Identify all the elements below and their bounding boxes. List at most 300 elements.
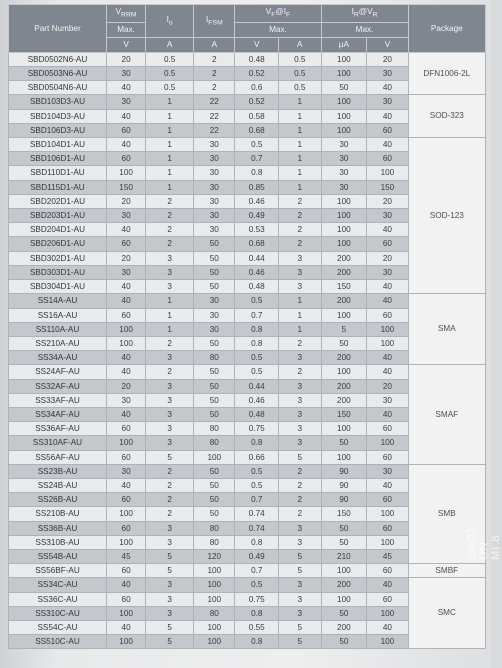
cell-vrrm: 60 <box>107 308 146 322</box>
table-body <box>9 52 486 649</box>
cell-io: 1 <box>146 123 194 137</box>
cell-vr: 60 <box>367 308 408 322</box>
cell-pn: SBD303D1-AU <box>9 265 107 279</box>
cell-io: 3 <box>146 436 194 450</box>
ir-at-subscript: R <box>372 11 378 19</box>
cell-vf: 0.74 <box>235 521 279 535</box>
cell-ir: 50 <box>321 635 367 649</box>
cell-ir: 100 <box>321 237 367 251</box>
cell-vf: 0.44 <box>235 379 279 393</box>
cell-vf: 0.7 <box>235 308 279 322</box>
cell-if: 2 <box>279 237 321 251</box>
cell-io: 5 <box>146 635 194 649</box>
cell-if: 1 <box>279 166 321 180</box>
cell-io: 2 <box>146 237 194 251</box>
cell-package: SMAF <box>408 365 485 464</box>
cell-ifsm: 120 <box>194 549 235 563</box>
cell-io: 2 <box>146 493 194 507</box>
header-vrrm-max: Max. <box>107 22 146 37</box>
cell-if: 3 <box>279 535 321 549</box>
cell-pn: SS34AF-AU <box>9 407 107 421</box>
cell-ifsm: 50 <box>194 237 235 251</box>
cell-ir: 200 <box>321 379 367 393</box>
cell-vf: 0.44 <box>235 251 279 265</box>
table-row <box>9 464 486 478</box>
cell-ir: 210 <box>321 549 367 563</box>
cell-vrrm: 40 <box>107 294 146 308</box>
cell-vr: 60 <box>367 450 408 464</box>
cell-if: 5 <box>279 564 321 578</box>
cell-vrrm: 60 <box>107 521 146 535</box>
cell-ifsm: 50 <box>194 407 235 421</box>
cell-pn: SS23B-AU <box>9 464 107 478</box>
cell-ifsm: 80 <box>194 606 235 620</box>
cell-package: SMC <box>408 578 485 649</box>
cell-vf: 0.66 <box>235 450 279 464</box>
cell-vrrm: 60 <box>107 450 146 464</box>
cell-pn: SBD302D1-AU <box>9 251 107 265</box>
cell-vf: 0.5 <box>235 351 279 365</box>
cell-if: 3 <box>279 422 321 436</box>
cell-pn: SBD104D3-AU <box>9 109 107 123</box>
cell-io: 3 <box>146 351 194 365</box>
cell-vrrm: 40 <box>107 620 146 634</box>
cell-if: 3 <box>279 351 321 365</box>
cell-io: 2 <box>146 194 194 208</box>
cell-vr: 20 <box>367 251 408 265</box>
ifsm-subscript: FSM <box>208 19 223 27</box>
table-row <box>9 138 486 152</box>
cell-vrrm: 40 <box>107 351 146 365</box>
cell-vf: 0.5 <box>235 365 279 379</box>
cell-ir: 5 <box>321 322 367 336</box>
cell-vr: 40 <box>367 578 408 592</box>
diode-spec-table <box>8 4 486 649</box>
cell-vrrm: 40 <box>107 407 146 421</box>
cell-ifsm: 2 <box>194 67 235 81</box>
cell-io: 1 <box>146 152 194 166</box>
cell-vr: 100 <box>367 507 408 521</box>
cell-ir: 200 <box>321 351 367 365</box>
cell-vr: 100 <box>367 166 408 180</box>
cell-if: 5 <box>279 549 321 563</box>
cell-pn: SBD204D1-AU <box>9 223 107 237</box>
cell-vf: 0.5 <box>235 478 279 492</box>
cell-ir: 100 <box>321 95 367 109</box>
cell-vrrm: 100 <box>107 535 146 549</box>
cell-vr: 150 <box>367 180 408 194</box>
cell-ir: 100 <box>321 365 367 379</box>
cell-ifsm: 50 <box>194 280 235 294</box>
cell-pn: SBD104D1-AU <box>9 138 107 152</box>
cell-ir: 30 <box>321 180 367 194</box>
cell-vf: 0.48 <box>235 280 279 294</box>
cell-vf: 0.8 <box>235 322 279 336</box>
cell-vr: 100 <box>367 336 408 350</box>
cell-vf: 0.5 <box>235 578 279 592</box>
cell-pn: SBD203D1-AU <box>9 209 107 223</box>
cell-if: 0.5 <box>279 81 321 95</box>
cell-vf: 0.5 <box>235 294 279 308</box>
cell-vr: 60 <box>367 564 408 578</box>
cell-ifsm: 100 <box>194 578 235 592</box>
cell-ifsm: 50 <box>194 507 235 521</box>
cell-vrrm: 30 <box>107 95 146 109</box>
cell-io: 3 <box>146 379 194 393</box>
cell-ifsm: 100 <box>194 620 235 634</box>
cell-ir: 100 <box>321 52 367 66</box>
cell-ir: 150 <box>321 507 367 521</box>
cell-ifsm: 22 <box>194 95 235 109</box>
cell-ifsm: 80 <box>194 436 235 450</box>
cell-vr: 60 <box>367 237 408 251</box>
cell-ir: 30 <box>321 166 367 180</box>
vf-at-subscript: F <box>286 11 291 19</box>
cell-pn: SS210B-AU <box>9 507 107 521</box>
cell-package: SMB <box>408 464 485 563</box>
cell-if: 2 <box>279 493 321 507</box>
cell-pn: SS36AF-AU <box>9 422 107 436</box>
header-part-number: Part Number <box>9 5 107 53</box>
cell-ir: 90 <box>321 478 367 492</box>
cell-pn: SS24B-AU <box>9 478 107 492</box>
cell-vrrm: 40 <box>107 365 146 379</box>
cell-vrrm: 100 <box>107 336 146 350</box>
header-ir <box>321 5 408 23</box>
cell-ifsm: 30 <box>194 223 235 237</box>
cell-vf: 0.85 <box>235 180 279 194</box>
cell-vrrm: 100 <box>107 606 146 620</box>
cell-package: SOD-123 <box>408 138 485 294</box>
cell-ir: 50 <box>321 535 367 549</box>
cell-ifsm: 50 <box>194 265 235 279</box>
cell-if: 0.5 <box>279 67 321 81</box>
cell-vrrm: 30 <box>107 67 146 81</box>
cell-pn: SBD115D1-AU <box>9 180 107 194</box>
table-row <box>9 52 486 66</box>
table-row <box>9 365 486 379</box>
cell-pn: SS14A-AU <box>9 294 107 308</box>
cell-ifsm: 30 <box>194 152 235 166</box>
cell-if: 1 <box>279 180 321 194</box>
cell-pn: SBD103D3-AU <box>9 95 107 109</box>
cell-vr: 40 <box>367 294 408 308</box>
cell-vf: 0.8 <box>235 436 279 450</box>
cell-vrrm: 100 <box>107 436 146 450</box>
cell-vf: 0.58 <box>235 109 279 123</box>
cell-if: 2 <box>279 365 321 379</box>
cell-ir: 100 <box>321 123 367 137</box>
cell-if: 3 <box>279 521 321 535</box>
cell-vr: 45 <box>367 549 408 563</box>
cell-vr: 60 <box>367 493 408 507</box>
cell-vrrm: 100 <box>107 507 146 521</box>
cell-vf: 0.8 <box>235 166 279 180</box>
ir-subscript: R <box>353 11 359 19</box>
vrrm-subscript: RRM <box>121 11 137 19</box>
cell-vrrm: 30 <box>107 464 146 478</box>
cell-package: DFN1006-2L <box>408 52 485 95</box>
cell-io: 5 <box>146 620 194 634</box>
cell-ifsm: 22 <box>194 109 235 123</box>
cell-pn: SS110A-AU <box>9 322 107 336</box>
cell-ifsm: 30 <box>194 194 235 208</box>
cell-vrrm: 40 <box>107 280 146 294</box>
cell-ir: 50 <box>321 336 367 350</box>
cell-vrrm: 40 <box>107 578 146 592</box>
cell-ifsm: 50 <box>194 336 235 350</box>
cell-pn: SBD202D1-AU <box>9 194 107 208</box>
cell-vr: 30 <box>367 265 408 279</box>
header-ifsm <box>194 5 235 38</box>
cell-vrrm: 60 <box>107 152 146 166</box>
cell-vrrm: 20 <box>107 52 146 66</box>
ifsm-symbol: I <box>205 14 209 24</box>
cell-vr: 30 <box>367 393 408 407</box>
cell-vr: 60 <box>367 592 408 606</box>
cell-io: 1 <box>146 180 194 194</box>
cell-vr: 40 <box>367 223 408 237</box>
cell-vr: 40 <box>367 478 408 492</box>
cell-if: 5 <box>279 450 321 464</box>
cell-ir: 200 <box>321 578 367 592</box>
cell-ir: 50 <box>321 436 367 450</box>
header-vrrm <box>107 5 146 23</box>
cell-if: 3 <box>279 280 321 294</box>
cell-if: 1 <box>279 294 321 308</box>
cell-if: 2 <box>279 336 321 350</box>
cell-ir: 50 <box>321 606 367 620</box>
cell-vf: 0.49 <box>235 209 279 223</box>
cell-io: 1 <box>146 109 194 123</box>
cell-if: 1 <box>279 109 321 123</box>
table-row <box>9 95 486 109</box>
cell-ifsm: 50 <box>194 478 235 492</box>
cell-io: 3 <box>146 407 194 421</box>
cell-ifsm: 80 <box>194 422 235 436</box>
cell-ifsm: 100 <box>194 635 235 649</box>
cell-vrrm: 45 <box>107 549 146 563</box>
cell-ir: 200 <box>321 393 367 407</box>
vf-symbol: V <box>265 7 272 16</box>
cell-vr: 30 <box>367 209 408 223</box>
cell-vrrm: 40 <box>107 81 146 95</box>
cell-pn: SBD304D1-AU <box>9 280 107 294</box>
cell-pn: SS33AF-AU <box>9 393 107 407</box>
cell-vr: 20 <box>367 194 408 208</box>
cell-vf: 0.75 <box>235 592 279 606</box>
cell-vr: 40 <box>367 365 408 379</box>
unit-vrrm: V <box>107 37 146 52</box>
cell-ir: 100 <box>321 564 367 578</box>
unit-if: A <box>279 37 321 52</box>
cell-pn: SS54B-AU <box>9 549 107 563</box>
cell-vr: 100 <box>367 322 408 336</box>
cell-pn: SS36C-AU <box>9 592 107 606</box>
cell-pn: SS36B-AU <box>9 521 107 535</box>
cell-vr: 40 <box>367 620 408 634</box>
cell-ir: 100 <box>321 223 367 237</box>
cell-vrrm: 40 <box>107 478 146 492</box>
cell-ir: 100 <box>321 592 367 606</box>
cell-ifsm: 2 <box>194 81 235 95</box>
cell-ifsm: 100 <box>194 564 235 578</box>
cell-if: 5 <box>279 635 321 649</box>
unit-ifsm: A <box>194 37 235 52</box>
cell-vr: 30 <box>367 67 408 81</box>
cell-if: 3 <box>279 265 321 279</box>
cell-vf: 0.48 <box>235 52 279 66</box>
cell-if: 1 <box>279 138 321 152</box>
cell-vrrm: 40 <box>107 223 146 237</box>
cell-if: 1 <box>279 123 321 137</box>
header-row-symbols <box>9 5 486 23</box>
cell-ifsm: 50 <box>194 365 235 379</box>
cell-vf: 0.46 <box>235 194 279 208</box>
cell-vr: 60 <box>367 123 408 137</box>
cell-io: 2 <box>146 507 194 521</box>
table-row <box>9 578 486 592</box>
cell-vrrm: 60 <box>107 422 146 436</box>
cell-ir: 100 <box>321 194 367 208</box>
cell-vr: 40 <box>367 280 408 294</box>
cell-pn: SS56AF-AU <box>9 450 107 464</box>
cell-vf: 0.68 <box>235 123 279 137</box>
cell-ir: 90 <box>321 464 367 478</box>
cell-io: 1 <box>146 166 194 180</box>
cell-ifsm: 100 <box>194 450 235 464</box>
cell-io: 3 <box>146 606 194 620</box>
cell-pn: SS310B-AU <box>9 535 107 549</box>
cell-vf: 0.49 <box>235 549 279 563</box>
cell-io: 3 <box>146 393 194 407</box>
header-vf-max: Max. <box>235 22 321 37</box>
cell-vf: 0.55 <box>235 620 279 634</box>
cell-ifsm: 30 <box>194 138 235 152</box>
cell-if: 1 <box>279 152 321 166</box>
cell-ifsm: 50 <box>194 464 235 478</box>
unit-vf: V <box>235 37 279 52</box>
cell-ifsm: 80 <box>194 535 235 549</box>
cell-pn: SS54C-AU <box>9 620 107 634</box>
cell-io: 1 <box>146 138 194 152</box>
cell-ifsm: 50 <box>194 493 235 507</box>
cell-io: 5 <box>146 450 194 464</box>
cell-pn: SBD106D1-AU <box>9 152 107 166</box>
cell-vr: 20 <box>367 52 408 66</box>
cell-vf: 0.68 <box>235 237 279 251</box>
cell-ir: 30 <box>321 138 367 152</box>
cell-if: 2 <box>279 507 321 521</box>
cell-pn: SS32AF-AU <box>9 379 107 393</box>
cell-vrrm: 100 <box>107 322 146 336</box>
cell-vrrm: 30 <box>107 209 146 223</box>
cell-vr: 100 <box>367 635 408 649</box>
cell-vf: 0.7 <box>235 152 279 166</box>
cell-vr: 60 <box>367 152 408 166</box>
vrrm-symbol: V <box>115 7 122 16</box>
cell-vf: 0.46 <box>235 393 279 407</box>
cell-if: 3 <box>279 407 321 421</box>
cell-ir: 90 <box>321 493 367 507</box>
cell-vf: 0.8 <box>235 336 279 350</box>
cell-io: 2 <box>146 209 194 223</box>
cell-io: 3 <box>146 280 194 294</box>
cell-pn: SS310C-AU <box>9 606 107 620</box>
cell-io: 1 <box>146 95 194 109</box>
cell-ir: 150 <box>321 280 367 294</box>
cell-ifsm: 30 <box>194 294 235 308</box>
table-row <box>9 294 486 308</box>
cell-pn: SS510C-AU <box>9 635 107 649</box>
cell-pn: SS34C-AU <box>9 578 107 592</box>
vf-subscript: F <box>271 11 276 19</box>
cell-if: 3 <box>279 393 321 407</box>
cell-if: 5 <box>279 620 321 634</box>
cell-vr: 60 <box>367 521 408 535</box>
cell-pn: SS34A-AU <box>9 351 107 365</box>
header-package: Package <box>408 5 485 53</box>
cell-vrrm: 30 <box>107 393 146 407</box>
cell-if: 0.5 <box>279 52 321 66</box>
cell-vf: 0.52 <box>235 67 279 81</box>
cell-io: 3 <box>146 265 194 279</box>
cell-ifsm: 80 <box>194 521 235 535</box>
cell-io: 1 <box>146 322 194 336</box>
cell-if: 3 <box>279 251 321 265</box>
cell-ifsm: 50 <box>194 251 235 265</box>
cell-vr: 100 <box>367 606 408 620</box>
cell-vr: 40 <box>367 351 408 365</box>
cell-vrrm: 20 <box>107 379 146 393</box>
cell-vrrm: 30 <box>107 265 146 279</box>
cell-if: 3 <box>279 578 321 592</box>
cell-ir: 30 <box>321 152 367 166</box>
cell-ifsm: 80 <box>194 351 235 365</box>
cell-if: 1 <box>279 308 321 322</box>
cell-ir: 200 <box>321 265 367 279</box>
cell-ir: 200 <box>321 620 367 634</box>
ir-symbol: I <box>351 7 354 16</box>
cell-io: 0.5 <box>146 52 194 66</box>
cell-ifsm: 100 <box>194 592 235 606</box>
cell-vrrm: 60 <box>107 592 146 606</box>
cell-vrrm: 150 <box>107 180 146 194</box>
cell-vr: 40 <box>367 407 408 421</box>
cell-if: 3 <box>279 379 321 393</box>
cell-if: 1 <box>279 95 321 109</box>
cell-io: 3 <box>146 251 194 265</box>
cell-vf: 0.7 <box>235 493 279 507</box>
cell-pn: SS56BF-AU <box>9 564 107 578</box>
cell-io: 3 <box>146 521 194 535</box>
cell-vrrm: 60 <box>107 493 146 507</box>
cell-vf: 0.8 <box>235 635 279 649</box>
header-io <box>146 5 194 38</box>
cell-io: 3 <box>146 535 194 549</box>
cell-vr: 60 <box>367 422 408 436</box>
io-symbol: I <box>166 14 169 24</box>
cell-package: SMA <box>408 294 485 365</box>
cell-ir: 50 <box>321 521 367 535</box>
cell-vrrm: 20 <box>107 194 146 208</box>
cell-io: 1 <box>146 308 194 322</box>
cell-pn: SBD0504N6-AU <box>9 81 107 95</box>
cell-package: SMBF <box>408 564 485 578</box>
cell-vr: 100 <box>367 535 408 549</box>
cell-io: 1 <box>146 294 194 308</box>
cell-vf: 0.48 <box>235 407 279 421</box>
